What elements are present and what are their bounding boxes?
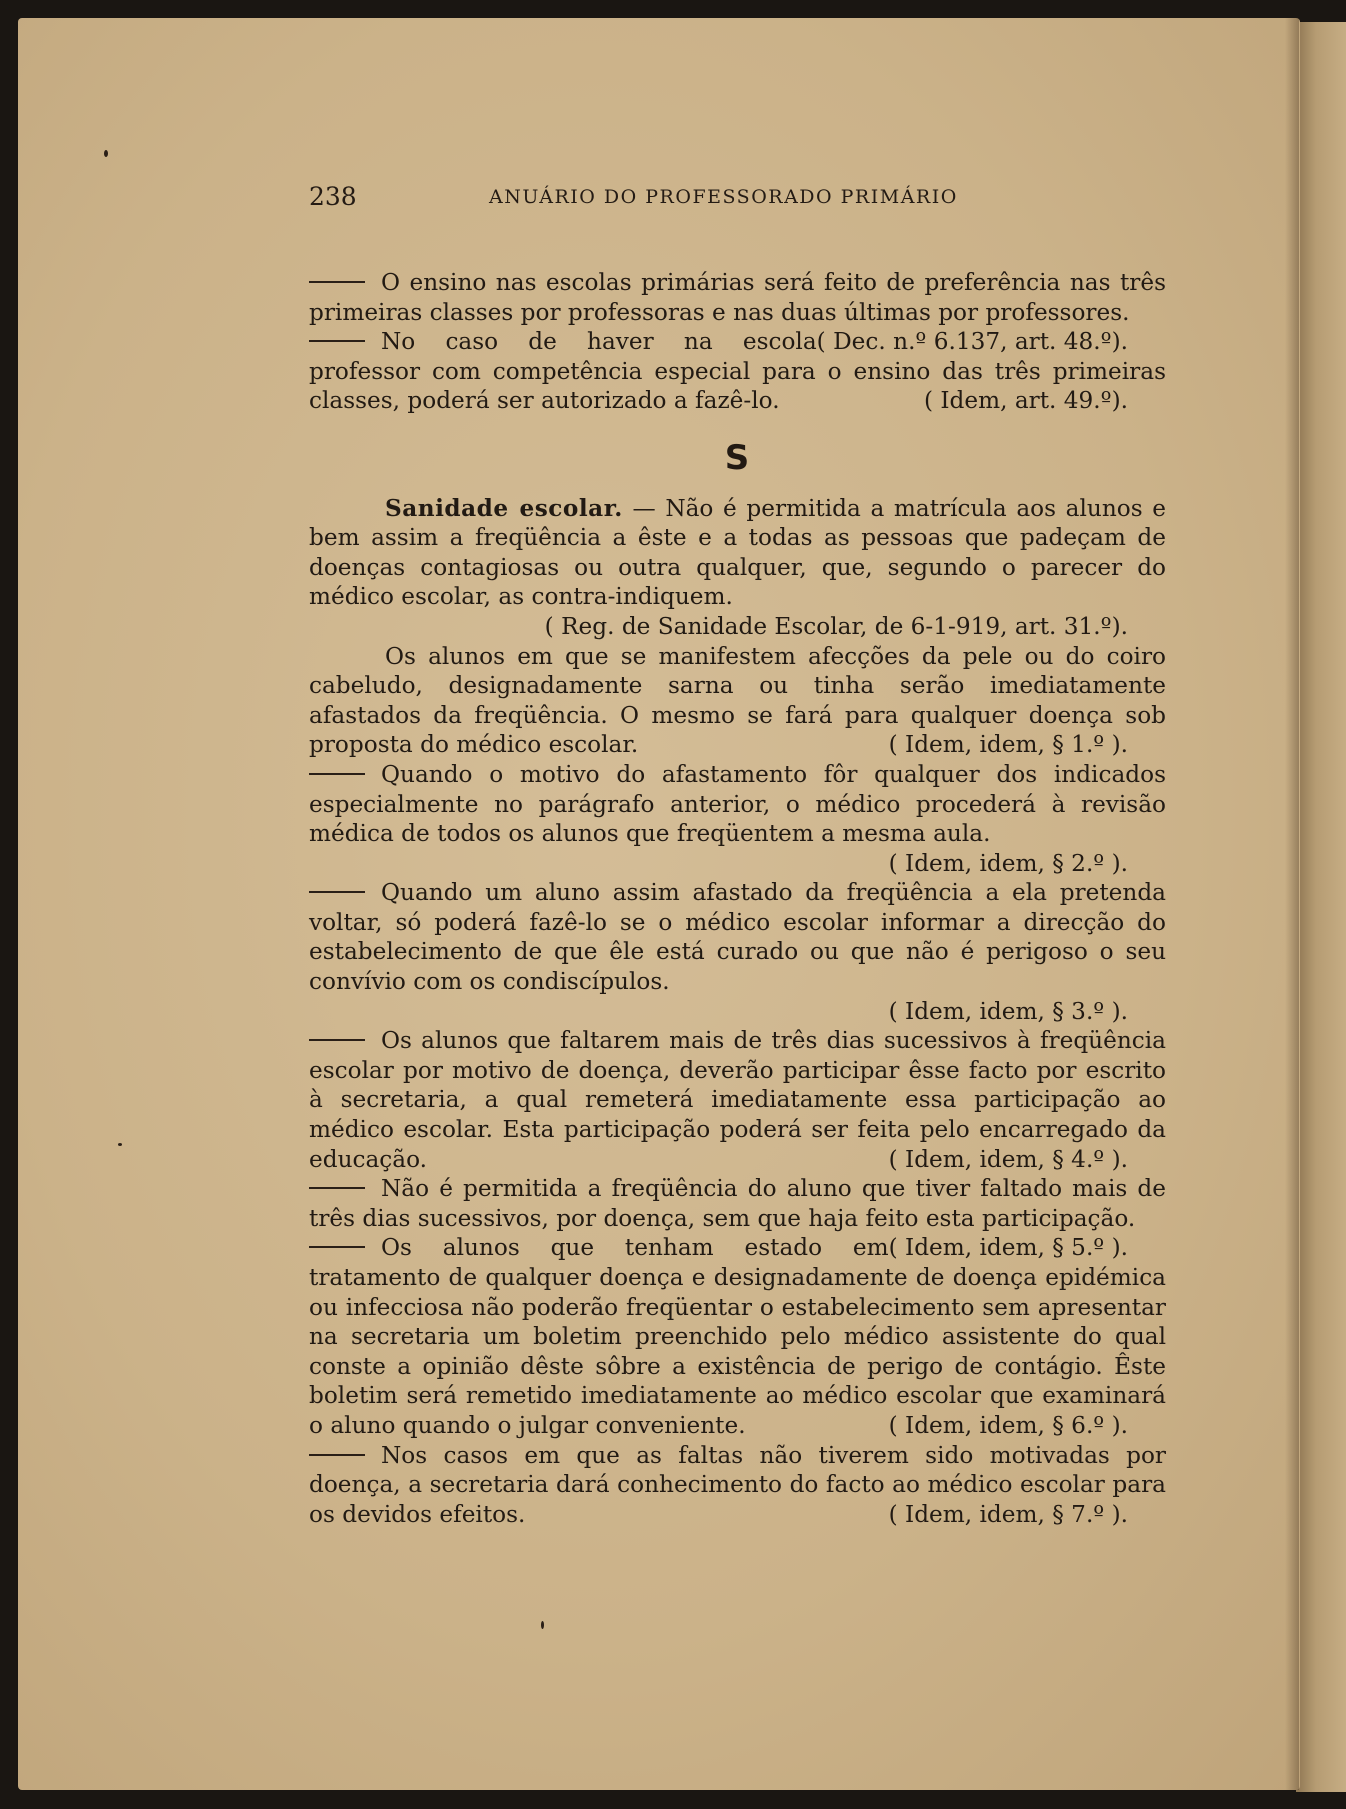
em-dash-rule bbox=[309, 1039, 365, 1041]
paragraph-text: Quando o motivo do afastamento fôr qualquer dos indicados especialmente no parágrafo anterior, o médico procederá à revisão médica de todos os alunos que freqüentem a mesma aula. bbox=[309, 760, 1166, 848]
em-dash-rule bbox=[309, 340, 365, 342]
paper-speck bbox=[118, 1143, 122, 1146]
paragraph-text: No caso de haver na escola professor com competência especial para o ensino das três primeiras classes, poderá ser autorizado a fazê-lo. bbox=[309, 328, 1166, 415]
paragraph-text: Não é permitida a freqüência do aluno que tiver faltado mais de três dias sucessivos, por doença, sem que haja feito esta participação. bbox=[309, 1175, 1166, 1232]
paragraph bbox=[309, 1174, 1166, 1262]
paragraph bbox=[309, 1441, 1166, 1530]
section-letter: S bbox=[724, 437, 751, 478]
paragraph bbox=[309, 268, 1166, 356]
em-dash-rule bbox=[309, 1187, 365, 1189]
paragraph bbox=[309, 1233, 1166, 1440]
paragraph-text: Os alunos que faltarem mais de três dias sucessivos à freqüência escolar por motivo de doença, deverão participar êsse facto por escrito à secretaria, a qual remeterá imediatamente essa participação ao médico escolar. Esta participação poderá ser feita pelo encarregado da educação. bbox=[309, 1027, 1166, 1173]
em-dash-rule bbox=[309, 281, 365, 283]
paragraph bbox=[309, 1026, 1166, 1174]
citation: ( Idem, idem, § 7.º ). bbox=[888, 1500, 1128, 1528]
paragraph bbox=[309, 760, 1166, 849]
paragraph-text: Nos casos em que as faltas não tiverem sido motivadas por doença, a secretaria dará conhecimento do facto ao médico escolar para os devidos efeitos. bbox=[309, 1441, 1166, 1528]
page-body bbox=[309, 268, 1166, 1529]
paragraph-text: O ensino nas escolas primárias será feito de preferência nas três primeiras classes por professoras e nas duas últimas por professores. bbox=[309, 269, 1166, 326]
paragraph bbox=[309, 878, 1166, 996]
citation: ( Idem, art. 49.º). bbox=[923, 387, 1128, 415]
citation: ( Idem, idem, § 3.º ). bbox=[888, 997, 1128, 1025]
page-gutter-shadow bbox=[1285, 18, 1299, 1790]
paragraph-text: — Não é permitida a matrícula aos alunos e bem assim a freqüência a êste e a todas as pessoas que padeçam de doenças contagiosas ou outra qualquer, que, segundo o parecer do médico escolar, as contra-indiquem. bbox=[309, 494, 1166, 611]
citation: ( Idem, idem, § 6.º ). bbox=[888, 1411, 1128, 1439]
paragraph-text: Quando um aluno assim afastado da freqüência a ela pretenda voltar, só poderá fazê-lo se o médico escolar informar a direcção do estabelecimento de que êle está curado ou que não é perigoso o seu convívio com os condiscípulos. bbox=[309, 879, 1166, 996]
paper-speck bbox=[104, 150, 108, 157]
citation: ( Dec. n.º 6.137, art. 48.º). bbox=[816, 328, 1128, 356]
citation: ( Idem, idem, § 5.º ). bbox=[888, 1234, 1128, 1262]
citation: ( Idem, idem, § 1.º ). bbox=[888, 731, 1128, 759]
em-dash-rule bbox=[309, 1246, 365, 1248]
running-head: ANUÁRIO DO PROFESSORADO PRIMÁRIO bbox=[489, 186, 958, 208]
citation: ( Idem, idem, § 4.º ). bbox=[888, 1145, 1128, 1173]
paragraph bbox=[309, 642, 1166, 760]
paragraph-text: Os alunos em que se manifestem afecções da pele ou do coiro cabeludo, designadamente sarna ou tinha serão imediatamente afastados da freqüência. O mesmo se fará para qualquer doença sob proposta do médico escolar. bbox=[309, 642, 1166, 759]
paper-speck bbox=[541, 1621, 544, 1629]
em-dash-rule bbox=[309, 1454, 365, 1456]
page-number: 238 bbox=[309, 182, 357, 211]
em-dash-rule bbox=[309, 773, 365, 775]
entry-term: Sanidade escolar. bbox=[385, 494, 623, 522]
citation: ( Reg. de Sanidade Escolar, de 6-1-919, art. 31.º). bbox=[544, 612, 1128, 640]
paragraph-text: Os alunos que tenham estado em tratamento de qualquer doença e designadamente de doença epidémica ou infecciosa não poderão freqüentar o estabelecimento sem apresentar na secretaria um boletim preenchido pelo médico assistente do qual conste a opinião dêste sôbre a existência de perigo de contágio. Êste boletim será remetido imediatamente ao médico escolar que examinará o aluno quando o julgar conveniente. bbox=[309, 1234, 1166, 1439]
citation: ( Idem, idem, § 2.º ). bbox=[888, 849, 1128, 877]
em-dash-rule bbox=[309, 891, 365, 893]
next-page-edge bbox=[1296, 22, 1346, 1792]
paragraph bbox=[309, 494, 1166, 612]
page-header bbox=[309, 182, 1009, 212]
